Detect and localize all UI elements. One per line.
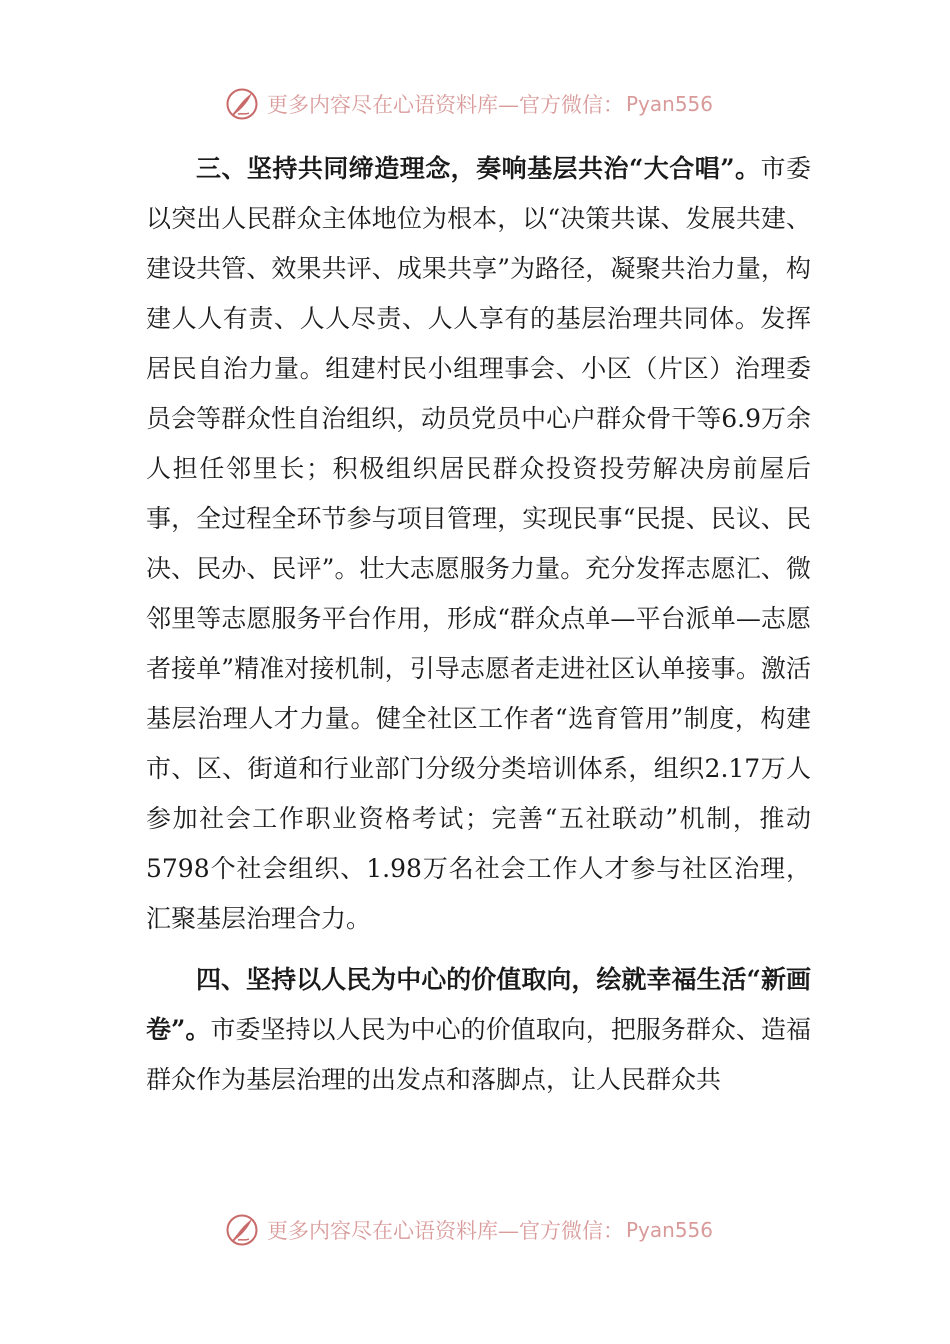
paragraph-3-heading: 三、坚持共同缔造理念，奏响基层共治“大合唱”。 [196,154,761,183]
header-watermark [225,86,745,122]
paragraph-4-text: 市委坚持以人民为中心的价值取向，把服务群众、造福群众作为基层治理的出发点和落脚点，让人民群众共 [146,1015,811,1094]
paragraph-3-text: 市委以突出人民群众主体地位为根本，以“决策共谋、发展共建、建设共管、效果共评、成果共享”为路径，凝聚共治力量，构建人人有责、人人尽责、人人享有的基层治理共同体。发挥居民自治力量。组建村民小组理事会、小区（片区）治理委员会等群众性自治组织，动员党员中心户群众骨干等6.9万余人担任邻里长；积极组织居民群众投资投劳解决房前屋后事，全过程全环节参与项目管理，实现民事“民提、民议、民决、民办、民评”。壮大志愿服务力量。充分发挥志愿汇、微邻里等志愿服务平台作用，形成“群众点单—平台派单—志愿者接单”精准对接机制，引导志愿者走进社区认单接事。激活基层治理人才力量。健全社区工作者“选育管用”制度，构建市、区、街道和行业部门分级分类培训体系，组织2.17万人参加社会工作职业资格考试；完善“五社联动”机制，推动5798个社会组织、1.98万名社会工作人才参与社区治理，汇聚基层治理合力。 [146,154,811,933]
watermark-text: 更多内容尽在心语资料库—官方微信： [267,93,624,117]
quill-logo-icon [225,1213,259,1247]
footer-watermark [225,1212,745,1248]
document-body [146,144,811,1105]
paragraph-3 [146,144,811,944]
paragraph-4 [146,955,811,1105]
quill-logo-icon [225,87,259,121]
paragraph-4-heading: 四、坚持以人民为中心的价值取向，绘就幸福生活“新画卷”。 [146,965,811,1044]
watermark-text: 更多内容尽在心语资料库—官方微信： [267,1219,624,1243]
watermark-wechat-id: Pyan556 [626,92,714,116]
watermark-wechat-id: Pyan556 [626,1218,714,1242]
